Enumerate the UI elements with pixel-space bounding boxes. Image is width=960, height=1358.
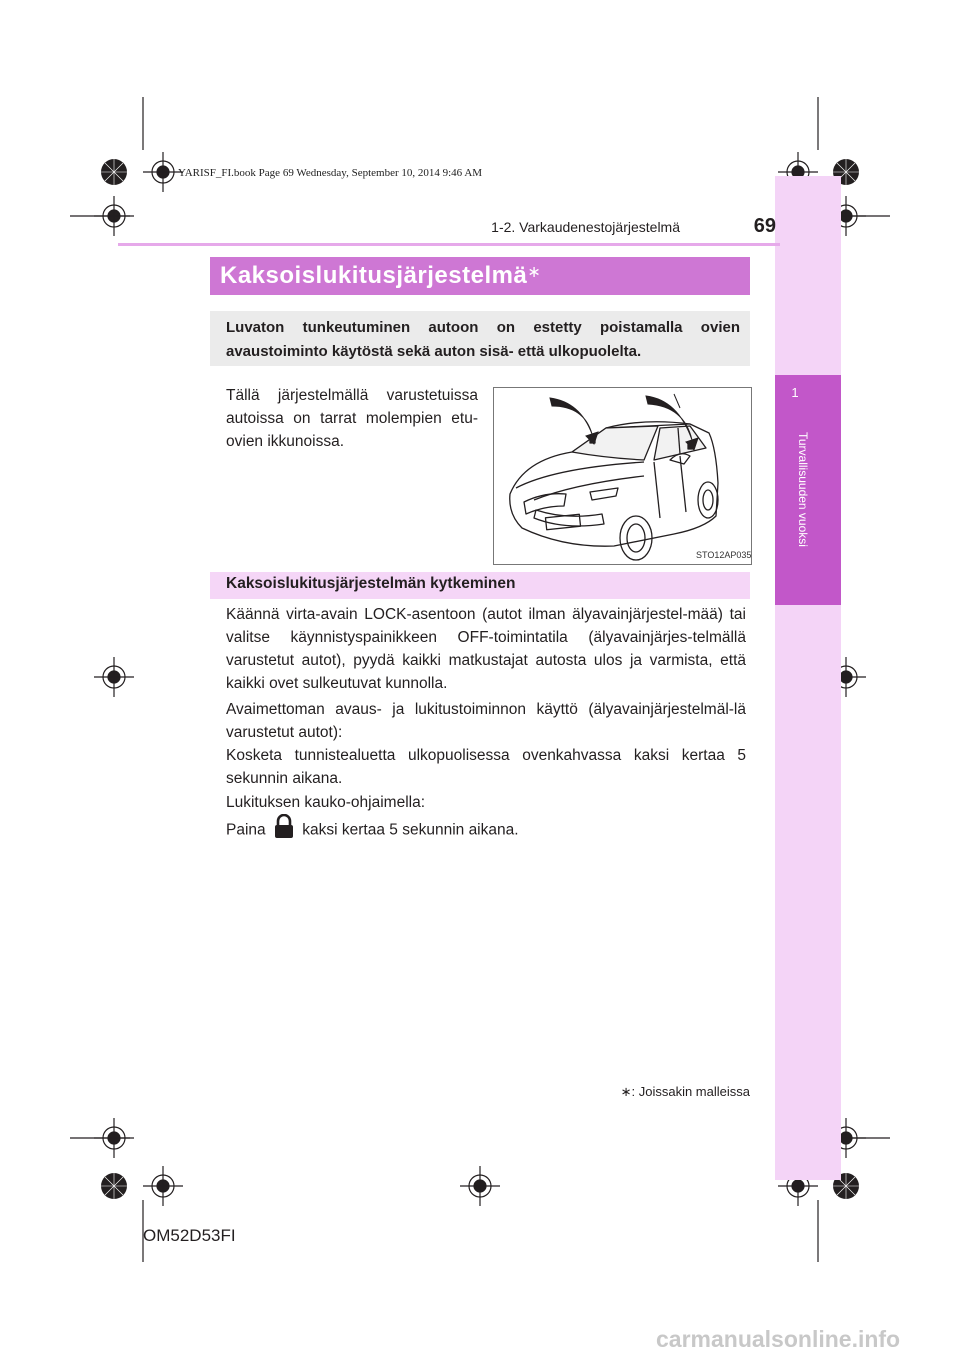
side-tab-chapter-number: 1 bbox=[791, 385, 799, 400]
paragraph-3-line-1: Lukituksen kauko-ohjaimella: bbox=[226, 794, 426, 811]
subsection-title: Kaksoislukitusjärjestelmän kytkeminen bbox=[226, 575, 516, 592]
paragraph-2 bbox=[226, 698, 746, 790]
car-drawing bbox=[494, 388, 751, 564]
footnote-star: ∗ bbox=[527, 264, 542, 281]
paragraph-2-line-1: Avaimettoman avaus- ja lukitustoiminnon käyttö (älyavainjärjestelmäl-lä varustetut autot): bbox=[226, 701, 746, 741]
press-label: Paina bbox=[226, 821, 266, 839]
press-instruction: kaksi kertaa 5 sekunnin aikana. bbox=[302, 821, 519, 839]
watermark-text: carmanualsonline.info bbox=[656, 1326, 901, 1352]
paragraph-3-line-2 bbox=[226, 814, 746, 847]
paragraph-2-line-2: Kosketa tunnistealuetta ulkopuolisessa ovenkahvassa kaksi kertaa 5 sekunnin aikana. bbox=[226, 747, 746, 787]
intro-text: Tällä järjestelmällä varustetuissa autoissa on tarrat molempien etu-ovien ikkunoissa. bbox=[226, 387, 478, 450]
paragraph-1: Käännä virta-avain LOCK-asentoon (autot ilman älyavainjärjestel-mää) tai valitse käynnistyspainikkeen OFF-toimintatila (älyavainjärjes-telmällä varustetut autot), pyydä kaikki matkustajat autosta ulos ja varmista, että kaikki ovet sulkeutuvat kunnolla. bbox=[226, 606, 746, 692]
lock-icon bbox=[272, 814, 296, 847]
header-rule bbox=[118, 243, 780, 246]
summary-text: Luvaton tunkeutuminen autoon on estetty poistamalla ovien avaustoiminto käytöstä sekä auton sisä- että ulkopuolelta. bbox=[226, 319, 740, 360]
page-number: 69 bbox=[753, 215, 776, 237]
paragraph-3 bbox=[226, 791, 746, 847]
figure-code: STO12AP035 bbox=[696, 550, 752, 560]
section-title-text: Kaksoislukitusjärjestelmä bbox=[220, 262, 528, 289]
document-id: OM52D53FI bbox=[143, 1226, 236, 1245]
side-tab-title: Turvallisuuden vuoksi bbox=[796, 432, 810, 547]
section-title bbox=[220, 262, 541, 290]
car-illustration bbox=[493, 387, 752, 565]
footnote: ∗: Joissakin malleissa bbox=[620, 1084, 750, 1099]
running-header: 1-2. Varkaudenestojärjestelmä bbox=[491, 219, 680, 235]
side-tab-background bbox=[775, 176, 841, 1180]
book-stamp: YARISF_FI.book Page 69 Wednesday, September 10, 2014 9:46 AM bbox=[178, 167, 483, 179]
